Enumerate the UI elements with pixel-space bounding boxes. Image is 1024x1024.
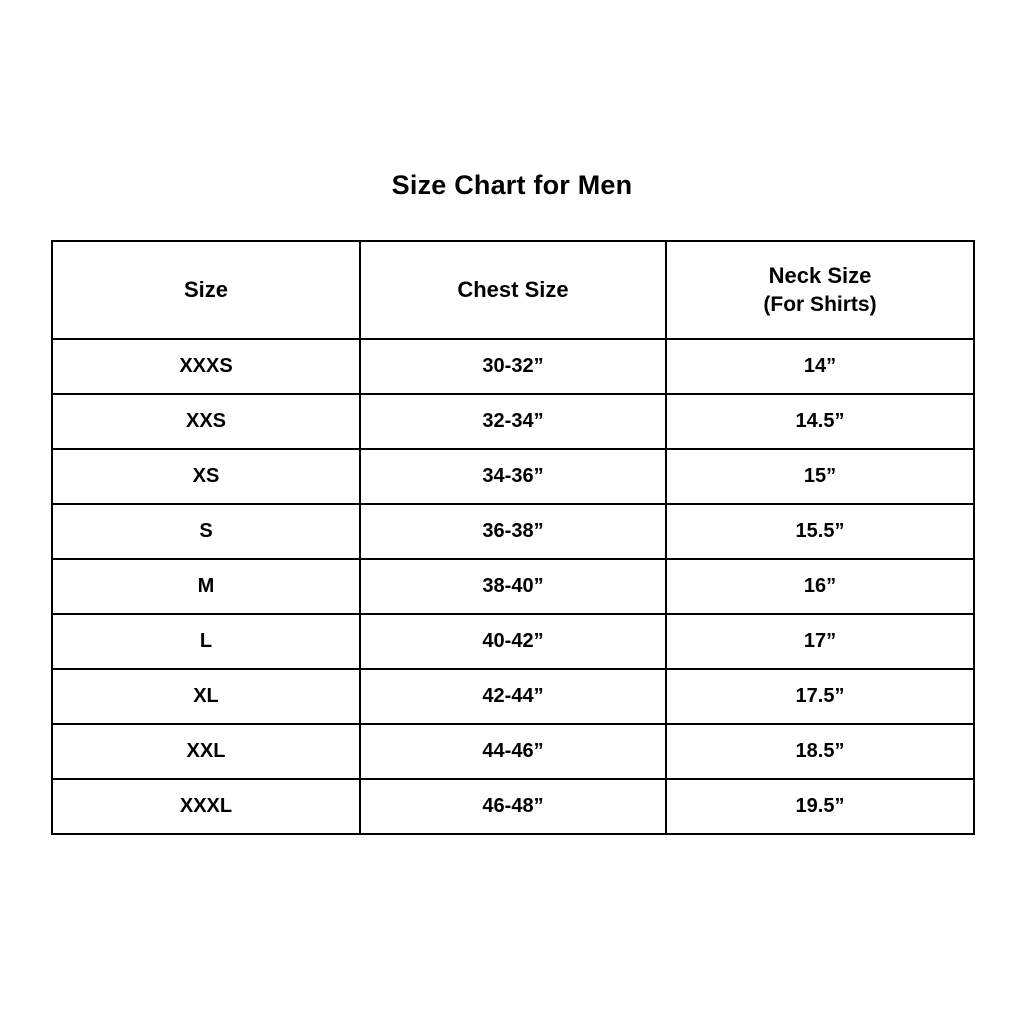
cell-neck: 19.5” xyxy=(666,779,974,834)
cell-size: L xyxy=(52,614,360,669)
table-row xyxy=(52,504,974,559)
cell-neck: 15.5” xyxy=(666,504,974,559)
cell-size: XXXS xyxy=(52,339,360,394)
cell-size: XXS xyxy=(52,394,360,449)
cell-size: S xyxy=(52,504,360,559)
table-row xyxy=(52,449,974,504)
cell-size: M xyxy=(52,559,360,614)
cell-size: XS xyxy=(52,449,360,504)
column-header-size xyxy=(52,241,360,339)
cell-neck: 17.5” xyxy=(666,669,974,724)
cell-neck: 14.5” xyxy=(666,394,974,449)
table-row xyxy=(52,394,974,449)
column-header-size-label: Size xyxy=(183,276,229,302)
table-row xyxy=(52,669,974,724)
cell-chest: 36-38” xyxy=(360,504,666,559)
size-chart-table xyxy=(51,240,975,835)
cell-neck: 15” xyxy=(666,449,974,504)
cell-chest: 44-46” xyxy=(360,724,666,779)
table-body xyxy=(52,339,974,834)
column-header-neck-size-sublabel: (For Shirts) xyxy=(763,292,877,316)
cell-neck: 18.5” xyxy=(666,724,974,779)
size-chart-table-wrapper xyxy=(51,240,973,835)
cell-chest: 30-32” xyxy=(360,339,666,394)
cell-chest: 38-40” xyxy=(360,559,666,614)
column-header-chest-size xyxy=(360,241,666,339)
cell-neck: 16” xyxy=(666,559,974,614)
table-row xyxy=(52,779,974,834)
cell-chest: 46-48” xyxy=(360,779,666,834)
cell-neck: 17” xyxy=(666,614,974,669)
table-header xyxy=(52,241,974,339)
page-title: Size Chart for Men xyxy=(391,170,633,200)
table-row xyxy=(52,559,974,614)
table-row xyxy=(52,614,974,669)
cell-chest: 42-44” xyxy=(360,669,666,724)
cell-chest: 32-34” xyxy=(360,394,666,449)
cell-size: XXL xyxy=(52,724,360,779)
table-row xyxy=(52,724,974,779)
table-header-row xyxy=(52,241,974,339)
cell-chest: 40-42” xyxy=(360,614,666,669)
table-row xyxy=(52,339,974,394)
cell-neck: 14” xyxy=(666,339,974,394)
column-header-neck-size-label: Neck Size xyxy=(768,263,872,289)
cell-chest: 34-36” xyxy=(360,449,666,504)
cell-size: XL xyxy=(52,669,360,724)
cell-size: XXXL xyxy=(52,779,360,834)
column-header-chest-size-label: Chest Size xyxy=(457,276,569,302)
column-header-neck-size xyxy=(666,241,974,339)
